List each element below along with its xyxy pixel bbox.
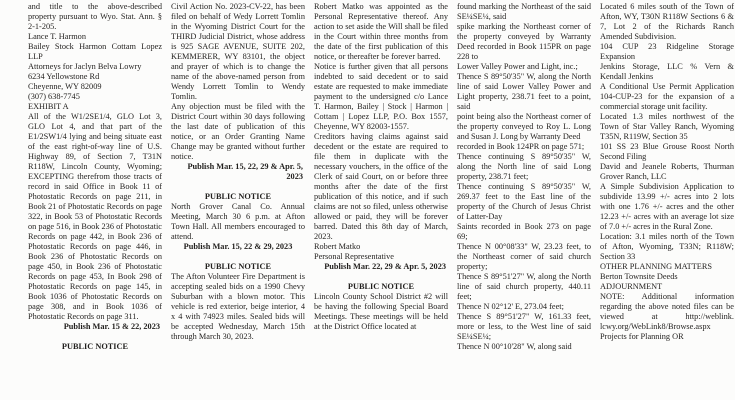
notice-paragraph: Civil Action No. 2023-CV-22, has been filed on behalf of Wedy Lorrett Tomlin in the Wyoming District Court for the THIRD Judicial District, whose address is 925 SAGE AVENUE, SUITE 202, KEMMERER, WY 83101, the object and prayer of which is to change the name of the above-named person from Wendy Lorrett Tomlin to Wendy Tomlin. bbox=[171, 2, 305, 101]
notice-paragraph: 6234 Yellowstone Rd bbox=[28, 72, 100, 81]
notice-paragraph: and title to the above-described property pursuant to Wyo. Stat. Ann. § 2-1-205. bbox=[28, 2, 162, 31]
news-column-5 bbox=[600, 2, 734, 352]
notice-paragraph: recorded in Book 124PR on page 571; bbox=[457, 142, 585, 151]
news-column-3 bbox=[314, 2, 448, 352]
notice-paragraph: Thence S 89°51'27" W, 161.33 feet, more or less, to the West line of said SE¼SE¼; bbox=[457, 312, 591, 341]
notice-paragraph: 101 SS 23 Blue Grouse Roost North Second Filing bbox=[600, 142, 734, 161]
notice-paragraph: ADJOURNMENT bbox=[600, 282, 663, 291]
notice-paragraph: found marking the Northeast of the said SE¼SE¼, said bbox=[457, 2, 591, 21]
notice-paragraph: Cheyenne, WY 82009 bbox=[28, 82, 102, 91]
notice-paragraph: Location: 3.1 miles north of the Town of Afton, Wyoming, T33N; R118W; Section 33 bbox=[600, 232, 734, 261]
notice-paragraph: spike marking the Northeast corner of the property conveyed by Warranty Deed recorded in Book 115PR on page 228 to bbox=[457, 22, 591, 61]
notice-paragraph: point being also the Northeast corner of the property conveyed to Roy L. Long and Susan J. Long by Warranty Deed bbox=[457, 112, 591, 141]
publish-line: Publish Mar. 15, 22 & 29, 2023 bbox=[183, 242, 293, 251]
publish-line: Publish Mar. 22, 29 & Apr. 5, 2023 bbox=[324, 262, 446, 271]
notice-paragraph: Any objection must be filed with the District Court within 30 days following the last date of publication of this notice, or an Order Granting Name Change may be granted without further notice. bbox=[171, 102, 305, 161]
notice-paragraph: A Conditional Use Permit Application 104-CUP-23 for the expansion of a commercial storage unit facility. bbox=[600, 82, 734, 111]
notice-paragraph: Berton Townsite Deeds bbox=[600, 272, 678, 281]
notice-paragraph: Thence continuing S 89°50'35" W, 269.37 feet to the East line of the property of the Church of Jesus Christ of Latter-Day bbox=[457, 182, 591, 221]
notice-paragraph: Lower Valley Power and Light, inc.; bbox=[457, 62, 578, 71]
notice-paragraph: Lincoln County School District #2 will be having the following Special Board Meetings. These meetings will be held at the District Office located at bbox=[314, 292, 448, 331]
notice-paragraph: Located 6 miles south of the Town of Afton, WY, T30N R118W Sections 6 & 7, Lot 2 of the Richards Ranch Amended Subdivision. bbox=[600, 2, 734, 41]
notice-paragraph: Thence N 00°10'28" W, along said bbox=[457, 342, 572, 351]
public-notice-heading: PUBLIC NOTICE bbox=[204, 192, 272, 201]
notice-paragraph: Personal Representative bbox=[314, 252, 394, 261]
public-notice-heading: PUBLIC NOTICE bbox=[204, 262, 272, 271]
notice-paragraph: Bailey Stock Harmon Cottam Lopez LLP bbox=[28, 42, 162, 61]
notice-paragraph: Attorneys for Jaclyn Belva Lowry bbox=[28, 62, 142, 71]
notice-paragraph: Thence continuing S 89°50'35" W, along the North line of said Long property, 238.71 feet; bbox=[457, 152, 591, 181]
public-notice-heading: PUBLIC NOTICE bbox=[61, 342, 129, 351]
notice-paragraph: (307) 638-7745 bbox=[28, 92, 80, 101]
notice-paragraph: Saints recorded in Book 273 on page 69; bbox=[457, 222, 591, 241]
notice-paragraph: Jenkins Storage, LLC % Vern & Kendall Jenkins bbox=[600, 62, 734, 81]
publish-line: Publish Mar. 15 & 22, 2023 bbox=[63, 322, 160, 331]
notice-paragraph: Thence N 00°08'33" W, 23.23 feet, to the Northeast corner of said church property; bbox=[457, 242, 591, 271]
notice-paragraph: David and Jeanele Roberts, Thurman Grover Ranch, LLC bbox=[600, 162, 734, 181]
news-column-1 bbox=[28, 2, 162, 352]
notice-paragraph: Robert Matko was appointed as the Personal Representative thereof. Any action to set aside the Will shall be filed in the Court within three months from the date of the first publication of this notice, or thereafter be forever barred. bbox=[314, 2, 448, 61]
notice-paragraph: OTHER PLANNING MATTERS bbox=[600, 262, 713, 271]
notice-paragraph: Thence S 89°50'35" W, along the North line of said Lower Valley Power and Light property, 238.71 feet to a point, said bbox=[457, 72, 591, 111]
notice-paragraph: Located 1.3 miles northwest of the Town of Star Valley Ranch, Wyoming T35N, R119W, Section 35 bbox=[600, 112, 734, 141]
notice-paragraph: 104 CUP 23 Ridgeline Storage Expansion bbox=[600, 42, 734, 61]
notice-paragraph: The Afton Volunteer Fire Department is accepting sealed bids on a 1990 Chevy Suburban with a blown motor. This vehicle is red exterior, beige interior, 4 x 4 with 74923 miles. Sealed bids will be accepted Wednesday, March 15th through March 30, 2023. bbox=[171, 272, 305, 341]
notice-paragraph: Lance T. Harmon bbox=[28, 32, 86, 41]
notice-paragraph: Thence N 02°12' E, 273.04 feet; bbox=[457, 302, 564, 311]
news-column-4 bbox=[457, 2, 591, 352]
notice-paragraph: EXHIBIT A bbox=[28, 102, 69, 111]
notice-paragraph: Thence S 89°51'27" W, along the North line of said church property, 440.11 feet; bbox=[457, 272, 591, 301]
notice-paragraph: Notice is further given that all persons indebted to said decedent or to said estate are requested to make immediate payment to the undersigned c/o Lance T. Harmon, Bailey | Stock | Harmon | Cottam | Lopez LLP, P.O. Box 1557, Cheyenne, WY 82003-1557. bbox=[314, 62, 448, 131]
notice-paragraph: Robert Matko bbox=[314, 242, 361, 251]
notice-paragraph: All of the W1/2SE1/4, GLO Lot 3, GLO Lot 4, and that part of the E1/2SW1/4 lying and being situate east of the east right-of-way line of U.S. Highway 89, of Section 7, T31N R118W, Lincoln County, Wyoming; EXCEPTING therefrom those tracts of record in said Office in Book 11 of Photostatic Records on page 211, in Book 21 of Photostatic Records on page 322, in Book 53 of Photostatic Records on page 516, in Book 236 of Photostatic Records on page 442, in Book 236 of Photostatic Records on page 446, in Book 236 of Photostatic Records on page 450, in Book 236 of Photostatic Records on page 453, In Book 298 of Photostatic Records on page 145, in Book 1036 of Photostatic Records on page 308, and in Book 1036 of Photostatic Records on page 311. bbox=[28, 112, 162, 321]
public-notice-heading: PUBLIC NOTICE bbox=[347, 282, 415, 291]
notice-paragraph: A Simple Subdivision Application to subdivide 13.99 +/- acres into 2 lots with one 1.76 +/- acres and the other 12.23 +/- acres with an average lot size of 7.0 +/- acres in the Rural Zone. bbox=[600, 182, 734, 231]
notice-paragraph: North Grover Canal Co. Annual Meeting, March 30 6 p.m. at Afton Town Hall. All members encouraged to attend. bbox=[171, 202, 305, 241]
publish-line: Publish Mar. 15, 22, 29 & Apr. 5, 2023 bbox=[187, 162, 303, 181]
notice-paragraph: Creditors having claims against said decedent or the estate are required to file them in duplicate with the necessary vouchers, in the office of the Clerk of said Court, on or before three months after the date of the first publication of this notice, and if such claims are not so filed, unless otherwise allowed or paid, they will be forever barred. Dated this 8th day of March, 2023. bbox=[314, 132, 448, 241]
notice-paragraph: NOTE: Additional information regarding the above noted files can be viewed at http://weblink. lcwy.org/WebLink8/Browse.aspx Projects for Planning OR bbox=[600, 292, 734, 341]
news-column-2 bbox=[171, 2, 305, 352]
